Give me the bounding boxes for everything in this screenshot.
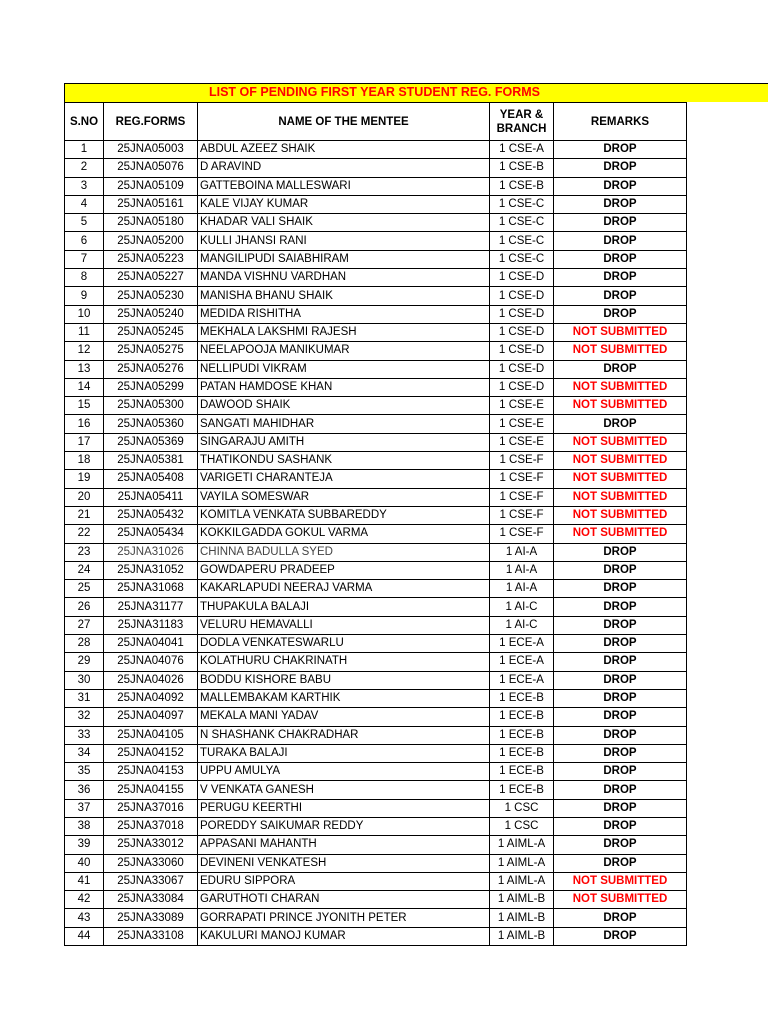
table-row [65,909,687,927]
reg-form-cell: 25JNA31068 [104,580,198,598]
sno-cell: 9 [65,287,104,305]
remarks-cell: DROP [554,781,687,799]
year-branch-cell: 1 CSE-B [490,177,554,195]
reg-form-cell: 25JNA05432 [104,506,198,524]
mentee-name-cell: CHINNA BADULLA SYED [198,543,490,561]
table-row [65,744,687,762]
sno-cell: 27 [65,616,104,634]
remarks-cell: DROP [554,854,687,872]
sno-cell: 17 [65,433,104,451]
remarks-cell: DROP [554,635,687,653]
sno-cell: 43 [65,909,104,927]
sno-cell: 35 [65,763,104,781]
sno-cell: 5 [65,214,104,232]
remarks-cell: DROP [554,543,687,561]
mentee-name-cell: TURAKA BALAJI [198,744,490,762]
remarks-cell: NOT SUBMITTED [554,378,687,396]
remarks-cell: NOT SUBMITTED [554,506,687,524]
table-row [65,891,687,909]
sno-cell: 42 [65,891,104,909]
table-row [65,763,687,781]
mentee-name-cell: MEKALA MANI YADAV [198,708,490,726]
reg-form-cell: 25JNA04155 [104,781,198,799]
mentee-name-cell: KOKKILGADDA GOKUL VARMA [198,525,490,543]
sheet-title: LIST OF PENDING FIRST YEAR STUDENT REG. FORMS [208,85,541,99]
remarks-cell: DROP [554,214,687,232]
remarks-cell: DROP [554,763,687,781]
sno-cell: 23 [65,543,104,561]
mentee-name-cell: KULLI JHANSI RANI [198,232,490,250]
title-row [64,83,768,102]
mentee-name-cell: BODDU KISHORE BABU [198,671,490,689]
year-branch-cell: 1 ECE-B [490,689,554,707]
sno-cell: 10 [65,305,104,323]
remarks-cell: NOT SUBMITTED [554,433,687,451]
reg-form-cell: 25JNA04026 [104,671,198,689]
table-row [65,598,687,616]
reg-form-cell: 25JNA05240 [104,305,198,323]
remarks-cell: NOT SUBMITTED [554,525,687,543]
remarks-cell: DROP [554,799,687,817]
remarks-cell: DROP [554,708,687,726]
reg-form-cell: 25JNA04153 [104,763,198,781]
sno-cell: 4 [65,195,104,213]
header-reg-forms: REG.FORMS [104,103,198,141]
sno-cell: 40 [65,854,104,872]
table-row [65,543,687,561]
year-branch-cell: 1 CSE-E [490,433,554,451]
year-branch-cell: 1 AI-C [490,598,554,616]
reg-form-cell: 25JNA05369 [104,433,198,451]
mentee-name-cell: POREDDY SAIKUMAR REDDY [198,817,490,835]
header-sno: S.NO [65,103,104,141]
mentee-name-cell: UPPU AMULYA [198,763,490,781]
sno-cell: 34 [65,744,104,762]
remarks-cell: DROP [554,415,687,433]
mentee-name-cell: SANGATI MAHIDHAR [198,415,490,433]
year-branch-cell: 1 CSE-C [490,250,554,268]
year-branch-cell: 1 CSE-A [490,141,554,159]
table-row [65,415,687,433]
reg-form-cell: 25JNA05299 [104,378,198,396]
year-branch-cell: 1 CSE-E [490,415,554,433]
table-row [65,360,687,378]
sno-cell: 44 [65,927,104,945]
sno-cell: 31 [65,689,104,707]
remarks-cell: DROP [554,360,687,378]
remarks-cell: DROP [554,250,687,268]
remarks-cell: DROP [554,580,687,598]
table-row [65,506,687,524]
table-row [65,580,687,598]
remarks-cell: DROP [554,689,687,707]
sno-cell: 14 [65,378,104,396]
year-branch-cell: 1 ECE-B [490,708,554,726]
remarks-cell: DROP [554,287,687,305]
table-row [65,561,687,579]
table-row [65,452,687,470]
reg-form-cell: 25JNA05227 [104,269,198,287]
mentee-name-cell: MALLEMBAKAM KARTHIK [198,689,490,707]
table-row [65,287,687,305]
mentee-name-cell: THUPAKULA BALAJI [198,598,490,616]
reg-form-cell: 25JNA31177 [104,598,198,616]
sno-cell: 8 [65,269,104,287]
sno-cell: 22 [65,525,104,543]
sno-cell: 21 [65,506,104,524]
remarks-cell: NOT SUBMITTED [554,323,687,341]
year-branch-cell: 1 AIML-B [490,909,554,927]
table-row [65,269,687,287]
remarks-cell: DROP [554,616,687,634]
reg-form-cell: 25JNA04041 [104,635,198,653]
mentee-name-cell: NEELAPOOJA MANIKUMAR [198,342,490,360]
reg-form-cell: 25JNA31026 [104,543,198,561]
year-branch-cell: 1 CSE-F [490,470,554,488]
mentee-name-cell: MANGILIPUDI SAIABHIRAM [198,250,490,268]
remarks-cell: DROP [554,232,687,250]
year-branch-cell: 1 CSE-E [490,397,554,415]
year-branch-cell: 1 CSE-D [490,360,554,378]
mentee-name-cell: DAWOOD SHAIK [198,397,490,415]
remarks-cell: DROP [554,141,687,159]
year-branch-cell: 1 AI-A [490,561,554,579]
mentee-name-cell: EDURU SIPPORA [198,872,490,890]
year-branch-cell: 1 ECE-B [490,781,554,799]
mentee-name-cell: V VENKATA GANESH [198,781,490,799]
mentee-name-cell: APPASANI MAHANTH [198,836,490,854]
table-row [65,159,687,177]
mentee-name-cell: DEVINENI VENKATESH [198,854,490,872]
sno-cell: 38 [65,817,104,835]
reg-form-cell: 25JNA05245 [104,323,198,341]
remarks-cell: DROP [554,744,687,762]
mentee-name-cell: GOWDAPERU PRADEEP [198,561,490,579]
sno-cell: 1 [65,141,104,159]
reg-form-cell: 25JNA05161 [104,195,198,213]
remarks-cell: DROP [554,598,687,616]
year-branch-cell: 1 ECE-A [490,635,554,653]
remarks-cell: DROP [554,836,687,854]
reg-form-cell: 25JNA05003 [104,141,198,159]
year-branch-cell: 1 CSE-F [490,488,554,506]
remarks-cell: DROP [554,653,687,671]
year-branch-cell: 1 CSC [490,817,554,835]
year-branch-cell: 1 AIML-B [490,891,554,909]
mentee-name-cell: GARUTHOTI CHARAN [198,891,490,909]
year-branch-cell: 1 AIML-B [490,927,554,945]
table-row [65,525,687,543]
table-row [65,708,687,726]
remarks-cell: DROP [554,177,687,195]
year-branch-cell: 1 ECE-B [490,763,554,781]
remarks-cell: DROP [554,305,687,323]
mentee-name-cell: MANISHA BHANU SHAIK [198,287,490,305]
mentee-name-cell: KOLATHURU CHAKRINATH [198,653,490,671]
reg-form-cell: 25JNA05230 [104,287,198,305]
year-branch-cell: 1 ECE-A [490,653,554,671]
remarks-cell: DROP [554,927,687,945]
table-row [65,214,687,232]
table-row [65,854,687,872]
sno-cell: 37 [65,799,104,817]
sno-cell: 36 [65,781,104,799]
sno-cell: 6 [65,232,104,250]
year-branch-cell: 1 CSE-D [490,269,554,287]
year-branch-cell: 1 CSE-F [490,452,554,470]
sno-cell: 28 [65,635,104,653]
remarks-cell: DROP [554,269,687,287]
year-branch-cell: 1 CSE-C [490,232,554,250]
reg-form-cell: 25JNA05275 [104,342,198,360]
mentee-name-cell: MEDIDA RISHITHA [198,305,490,323]
year-branch-cell: 1 AIML-A [490,854,554,872]
mentee-name-cell: PATAN HAMDOSE KHAN [198,378,490,396]
year-branch-cell: 1 AI-A [490,543,554,561]
sno-cell: 26 [65,598,104,616]
reg-form-cell: 25JNA05381 [104,452,198,470]
table-row [65,488,687,506]
table-row [65,836,687,854]
sno-cell: 24 [65,561,104,579]
table-row [65,653,687,671]
sno-cell: 20 [65,488,104,506]
year-branch-cell: 1 CSE-D [490,287,554,305]
table-row [65,177,687,195]
table-row [65,781,687,799]
table-row [65,323,687,341]
mentee-name-cell: KALE VIJAY KUMAR [198,195,490,213]
table-row [65,397,687,415]
remarks-cell: DROP [554,909,687,927]
year-branch-cell: 1 CSE-B [490,159,554,177]
table-row [65,671,687,689]
mentee-name-cell: DODLA VENKATESWARLU [198,635,490,653]
reg-form-cell: 25JNA05360 [104,415,198,433]
table-row [65,433,687,451]
reg-form-cell: 25JNA05300 [104,397,198,415]
mentee-name-cell: THATIKONDU SASHANK [198,452,490,470]
table-row [65,342,687,360]
year-branch-cell: 1 AIML-A [490,872,554,890]
remarks-cell: NOT SUBMITTED [554,488,687,506]
table-row [65,195,687,213]
table-row [65,616,687,634]
reg-form-cell: 25JNA33060 [104,854,198,872]
header-year-branch [490,103,554,141]
reg-form-cell: 25JNA04152 [104,744,198,762]
table-row [65,927,687,945]
mentee-name-cell: PERUGU KEERTHI [198,799,490,817]
mentee-name-cell: VAYILA SOMESWAR [198,488,490,506]
remarks-cell: NOT SUBMITTED [554,452,687,470]
reg-form-cell: 25JNA31052 [104,561,198,579]
sno-cell: 15 [65,397,104,415]
year-branch-cell: 1 ECE-B [490,744,554,762]
remarks-cell: NOT SUBMITTED [554,891,687,909]
reg-form-cell: 25JNA05223 [104,250,198,268]
table-row [65,689,687,707]
reg-form-cell: 25JNA37018 [104,817,198,835]
sno-cell: 25 [65,580,104,598]
reg-form-cell: 25JNA05180 [104,214,198,232]
reg-form-cell: 25JNA33084 [104,891,198,909]
mentee-name-cell: KOMITLA VENKATA SUBBAREDDY [198,506,490,524]
remarks-cell: DROP [554,726,687,744]
table-row [65,232,687,250]
year-branch-cell: 1 CSE-D [490,378,554,396]
year-branch-cell: 1 CSE-C [490,214,554,232]
reg-form-cell: 25JNA05434 [104,525,198,543]
remarks-cell: DROP [554,671,687,689]
header-remarks: REMARKS [554,103,687,141]
reg-form-cell: 25JNA33067 [104,872,198,890]
mentee-name-cell: SINGARAJU AMITH [198,433,490,451]
remarks-cell: NOT SUBMITTED [554,397,687,415]
table-row [65,635,687,653]
sno-cell: 16 [65,415,104,433]
table-row [65,817,687,835]
table-row [65,470,687,488]
mentee-name-cell: N SHASHANK CHAKRADHAR [198,726,490,744]
mentee-name-cell: VARIGETI CHARANTEJA [198,470,490,488]
year-branch-cell: 1 CSE-F [490,506,554,524]
year-branch-cell: 1 ECE-A [490,671,554,689]
mentee-name-cell: GATTEBOINA MALLESWARI [198,177,490,195]
year-branch-cell: 1 AIML-A [490,836,554,854]
header-name: NAME OF THE MENTEE [198,103,490,141]
year-branch-cell: 1 CSE-C [490,195,554,213]
mentee-name-cell: GORRAPATI PRINCE JYONITH PETER [198,909,490,927]
mentee-name-cell: KAKULURI MANOJ KUMAR [198,927,490,945]
table-row [65,250,687,268]
table-row [65,799,687,817]
reg-form-cell: 25JNA33012 [104,836,198,854]
sno-cell: 32 [65,708,104,726]
reg-form-cell: 25JNA05411 [104,488,198,506]
sno-cell: 7 [65,250,104,268]
reg-form-cell: 25JNA04092 [104,689,198,707]
reg-form-cell: 25JNA05076 [104,159,198,177]
sno-cell: 12 [65,342,104,360]
sno-cell: 2 [65,159,104,177]
mentee-name-cell: NELLIPUDI VIKRAM [198,360,490,378]
mentee-name-cell: D ARAVIND [198,159,490,177]
remarks-cell: DROP [554,159,687,177]
remarks-cell: NOT SUBMITTED [554,342,687,360]
reg-form-cell: 25JNA33089 [104,909,198,927]
remarks-cell: DROP [554,561,687,579]
remarks-cell: NOT SUBMITTED [554,470,687,488]
pending-forms-table [64,102,687,946]
year-branch-cell: 1 CSC [490,799,554,817]
reg-form-cell: 25JNA05200 [104,232,198,250]
table-row [65,141,687,159]
mentee-name-cell: MANDA VISHNU VARDHAN [198,269,490,287]
sno-cell: 19 [65,470,104,488]
table-row [65,378,687,396]
year-branch-cell: 1 CSE-D [490,305,554,323]
reg-form-cell: 25JNA04097 [104,708,198,726]
sno-cell: 30 [65,671,104,689]
table-row [65,726,687,744]
sno-cell: 41 [65,872,104,890]
mentee-name-cell: MEKHALA LAKSHMI RAJESH [198,323,490,341]
table-row [65,872,687,890]
pending-forms-sheet [64,83,768,946]
sno-cell: 33 [65,726,104,744]
mentee-name-cell: ABDUL AZEEZ SHAIK [198,141,490,159]
mentee-name-cell: KAKARLAPUDI NEERAJ VARMA [198,580,490,598]
header-row [65,103,687,141]
year-branch-cell: 1 AI-A [490,580,554,598]
header-year-line: YEAR & [499,108,544,121]
year-branch-cell: 1 ECE-B [490,726,554,744]
remarks-cell: DROP [554,817,687,835]
remarks-cell: DROP [554,195,687,213]
reg-form-cell: 25JNA05408 [104,470,198,488]
mentee-name-cell: KHADAR VALI SHAIK [198,214,490,232]
reg-form-cell: 25JNA04105 [104,726,198,744]
year-branch-cell: 1 CSE-D [490,342,554,360]
year-branch-cell: 1 CSE-F [490,525,554,543]
remarks-cell: NOT SUBMITTED [554,872,687,890]
table-row [65,305,687,323]
reg-form-cell: 25JNA31183 [104,616,198,634]
reg-form-cell: 25JNA33108 [104,927,198,945]
sno-cell: 29 [65,653,104,671]
reg-form-cell: 25JNA05276 [104,360,198,378]
sno-cell: 39 [65,836,104,854]
reg-form-cell: 25JNA04076 [104,653,198,671]
mentee-name-cell: VELURU HEMAVALLI [198,616,490,634]
year-branch-cell: 1 AI-C [490,616,554,634]
sno-cell: 3 [65,177,104,195]
sno-cell: 18 [65,452,104,470]
reg-form-cell: 25JNA05109 [104,177,198,195]
year-branch-cell: 1 CSE-D [490,323,554,341]
reg-form-cell: 25JNA37016 [104,799,198,817]
sno-cell: 11 [65,323,104,341]
header-branch-line: BRANCH [496,122,547,135]
sno-cell: 13 [65,360,104,378]
